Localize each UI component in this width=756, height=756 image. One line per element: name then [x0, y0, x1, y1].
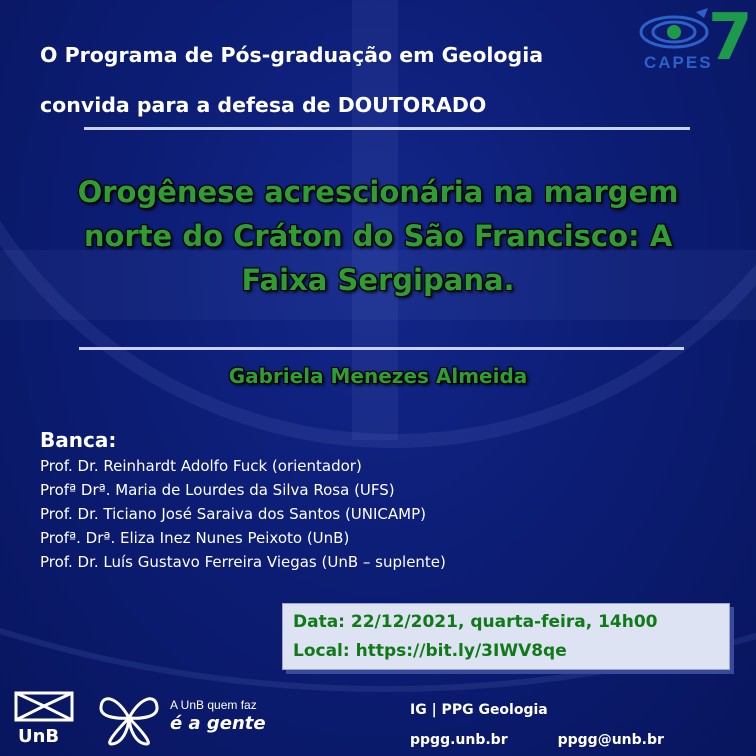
committee-member: Prof. Dr. Luís Gustavo Ferreira Viegas (UnB – suplente) — [40, 553, 446, 571]
divider-top — [84, 127, 690, 130]
unb-tagline — [170, 698, 266, 736]
footer-site-link[interactable]: ppgg.unb.br — [410, 732, 508, 748]
footer-contact — [410, 695, 664, 755]
unb-label: UnB — [18, 726, 60, 747]
committee-heading: Banca: — [40, 428, 117, 452]
capes-grade: 7 — [708, 1, 753, 75]
butterfly-icon — [98, 689, 160, 747]
title-line-3: Faixa Sergipana. — [241, 263, 515, 297]
candidate-name: Gabriela Menezes Almeida — [228, 364, 528, 388]
unb-logo — [14, 690, 74, 750]
title-line-2: norte do Cráton do São Francisco: A — [83, 219, 673, 253]
header-line-2: convida para a defesa de DOUTORADO — [40, 93, 487, 117]
event-location-link[interactable]: Local: https://bit.ly/3IWV8qe — [293, 641, 567, 661]
committee-member: Prof. Dr. Reinhardt Adolfo Fuck (orientador) — [40, 457, 362, 475]
committee-section — [40, 426, 640, 574]
thesis-title — [30, 170, 726, 302]
title-line-1: Orogênese acrescionária na margem — [77, 175, 679, 209]
event-date: Data: 22/12/2021, quarta-feira, 14h00 — [293, 612, 658, 632]
capes-eye-icon — [638, 8, 718, 58]
tagline-small: A UnB quem faz — [170, 698, 257, 712]
capes-word: CAPES — [644, 53, 713, 72]
footer-email-link[interactable]: ppgg@unb.br — [557, 732, 664, 748]
committee-member: Profª Drª. Maria de Lourdes da Silva Rosa (UFS) — [40, 481, 395, 499]
footer-org: IG | PPG Geologia — [410, 702, 548, 718]
committee-member: Profª. Drª. Eliza Inez Nunes Peixoto (UnB) — [40, 529, 350, 547]
divider-middle — [79, 347, 684, 350]
unb-emblem-icon — [14, 690, 74, 722]
invitation-header — [40, 30, 640, 130]
capes-logo — [638, 1, 753, 76]
event-info-box — [282, 603, 730, 670]
tagline-big: é a gente — [170, 713, 266, 734]
header-line-1: O Programa de Pós-graduação em Geologia — [40, 43, 544, 67]
committee-member: Prof. Dr. Ticiano José Saraiva dos Santos (UNICAMP) — [40, 505, 427, 523]
